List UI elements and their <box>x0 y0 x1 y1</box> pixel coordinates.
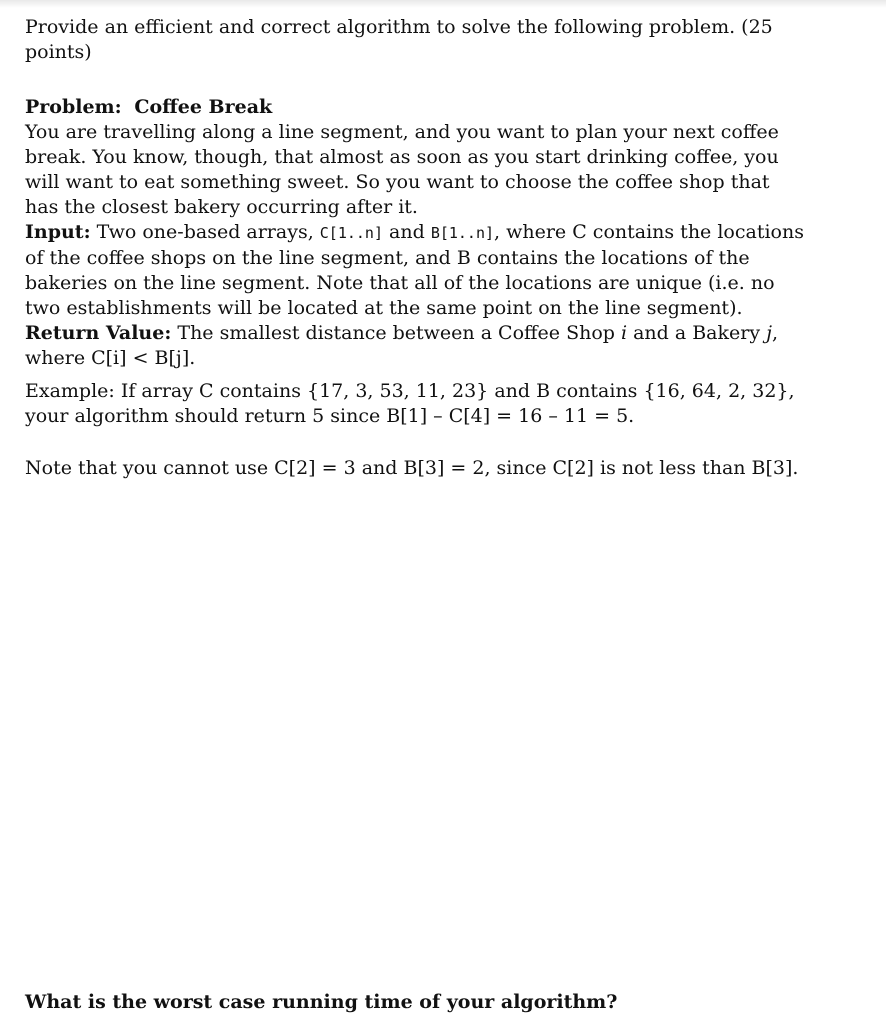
input-text-part2: and <box>383 221 431 243</box>
assignment-prompt: Provide an efficient and correct algorithm to solve the following problem. (25 points) <box>25 16 773 63</box>
return-text-part1: The smallest distance between a Coffee Shop <box>171 322 621 344</box>
note-text: Note that you cannot use C[2] = 3 and B[3] = 2, since C[2] is not less than B[3]. <box>25 457 799 479</box>
var-j: j <box>766 322 773 344</box>
problem-heading-label: Problem: <box>25 96 122 118</box>
array-c-signature: C[1..n] <box>319 224 383 242</box>
input-text-part1: Two one-based arrays, <box>90 221 320 243</box>
spacer <box>25 65 805 95</box>
spacer <box>25 371 805 379</box>
problem-title: Coffee Break <box>134 96 273 118</box>
input-label: Input: <box>25 221 91 243</box>
var-i: i <box>620 322 628 344</box>
return-value-label: Return Value: <box>25 322 172 344</box>
return-text-part2: and a Bakery <box>627 322 767 344</box>
return-text-part3: , where C[i] < B[j]. <box>25 322 779 369</box>
return-value-section <box>25 321 805 371</box>
problem-description: You are travelling along a line segment, and you want to plan your next coffee break. You know, though, that almost as soon as you start drinking coffee, you will want to eat something sweet. So you want to choose the coffee shop that has the closest bakery occurring after it. <box>25 121 779 218</box>
problem-section <box>25 95 805 220</box>
problem-document <box>25 15 805 481</box>
input-text-part3: , where C contains the locations of the coffee shops on the line segment, and B contains the locations of the bakeries on the line segment. Note that all of the locations are unique (i.e. no two establishments will be located at the same point on the line segment). <box>25 221 804 319</box>
spacer <box>25 429 805 456</box>
array-b-signature: B[1..n] <box>430 224 495 242</box>
example-text: Example: If array C contains {17, 3, 53, 11, 23} and B contains {16, 64, 2, 32}, your algorithm should return 5 since B[1] – C[4] = 16 – 11 = 5. <box>25 380 795 427</box>
runtime-question: What is the worst case running time of your algorithm? <box>25 991 618 1013</box>
page-top-shadow <box>0 0 886 8</box>
problem-heading-name <box>128 96 272 118</box>
input-section <box>25 220 805 321</box>
